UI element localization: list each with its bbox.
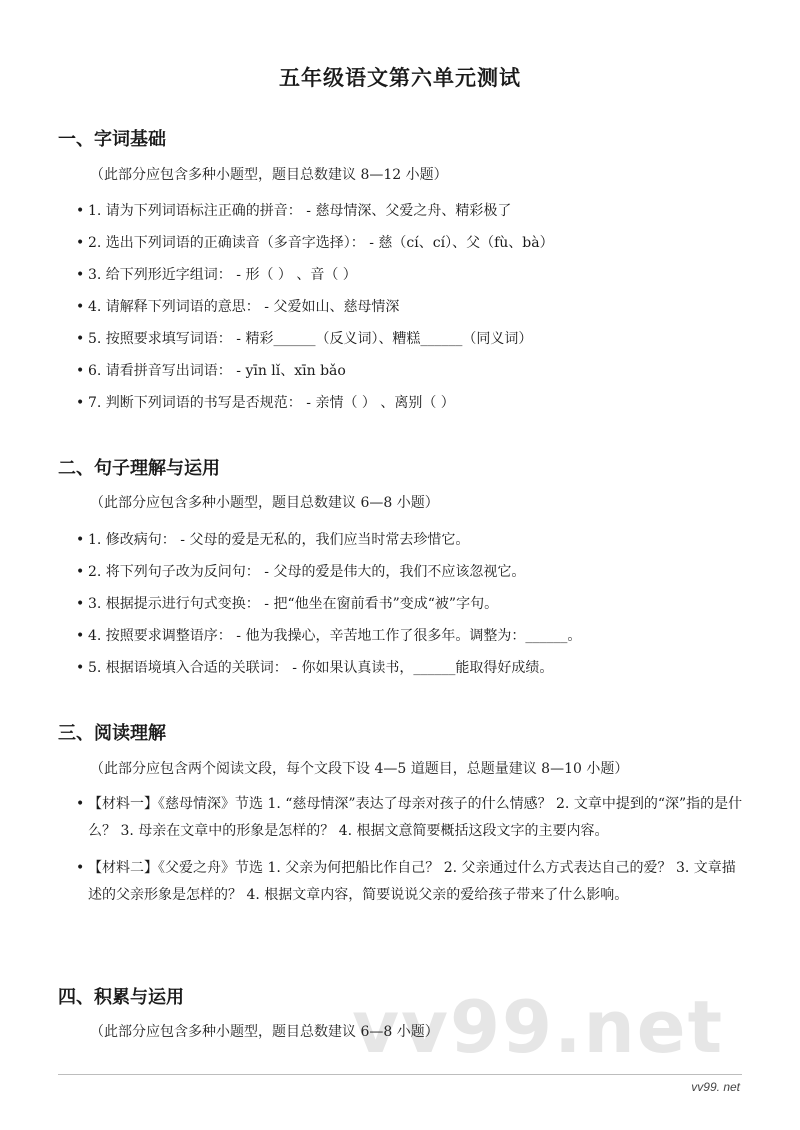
page-title: 五年级语文第六单元测试 [279, 65, 521, 90]
watermark: vv99.net [352, 985, 724, 1069]
list-item: • 5. 根据语境填入合适的关联词： - 你如果认真读书，______能取得好成绩。 [0, 655, 800, 681]
list-item: • 2. 选出下列词语的正确读音（多音字选择）： - 慈（cí、cí）、父（fù、bà） [0, 230, 800, 256]
question-list-2 [0, 527, 800, 687]
list-item: • 3. 给下列形近字组词： - 形（ ） 、音（ ） [0, 262, 800, 288]
list-item: • 【材料一】《慈母情深》节选 1. “慈母情深”表达了母亲对孩子的什么情感？ 2. 文章中提到的“深”指的是什么？ 3. 母亲在文章中的形象是怎样的？ 4. 根据文意简要概括这段文字的主要内容。 [0, 791, 800, 845]
question-list-1 [0, 198, 800, 422]
section-title-3: 三、阅读理解 [58, 723, 166, 744]
section-note-3: （此部分应包含两个阅读文段，每个文段下设 4—5 道题目，总题量建议 8—10 小题） [90, 761, 629, 777]
section-title-2: 二、句子理解与运用 [58, 458, 220, 479]
list-item: • 【材料二】《父爱之舟》节选 1. 父亲为何把船比作自己？ 2. 父亲通过什么方式表达自己的爱？ 3. 文章描述的父亲形象是怎样的？ 4. 根据文章内容，简要说说父亲的爱给孩子带来了什么影响。 [0, 855, 800, 909]
section-note-2: （此部分应包含多种小题型，题目总数建议 6—8 小题） [90, 495, 439, 511]
section-title-1: 一、字词基础 [58, 129, 166, 150]
section-title-4: 四、积累与运用 [58, 987, 184, 1008]
footer-divider [58, 1074, 742, 1075]
list-item: • 1. 修改病句： - 父母的爱是无私的，我们应当时常去珍惜它。 [0, 527, 800, 553]
list-item: • 7. 判断下列词语的书写是否规范： - 亲情（ ） 、离别（ ） [0, 390, 800, 416]
list-item: • 4. 按照要求调整语序： - 他为我操心，辛苦地工作了很多年。调整为：______。 [0, 623, 800, 649]
list-item: • 3. 根据提示进行句式变换： - 把“他坐在窗前看书”变成“被”字句。 [0, 591, 800, 617]
list-item: • 6. 请看拼音写出词语： - yīn lǐ、xīn bǎo [0, 358, 800, 384]
list-item: • 5. 按照要求填写词语： - 精彩______（反义词）、糟糕______（同义词） [0, 326, 800, 352]
section-note-1: （此部分应包含多种小题型，题目总数建议 8—12 小题） [90, 167, 448, 183]
section-note-4: （此部分应包含多种小题型，题目总数建议 6—8 小题） [90, 1024, 439, 1040]
question-list-3 [0, 791, 800, 919]
footer-site: vv99. net [691, 1080, 740, 1094]
list-item: • 1. 请为下列词语标注正确的拼音： - 慈母情深、父爱之舟、精彩极了 [0, 198, 800, 224]
list-item: • 2. 将下列句子改为反问句： - 父母的爱是伟大的，我们不应该忽视它。 [0, 559, 800, 585]
list-item: • 4. 请解释下列词语的意思： - 父爱如山、慈母情深 [0, 294, 800, 320]
